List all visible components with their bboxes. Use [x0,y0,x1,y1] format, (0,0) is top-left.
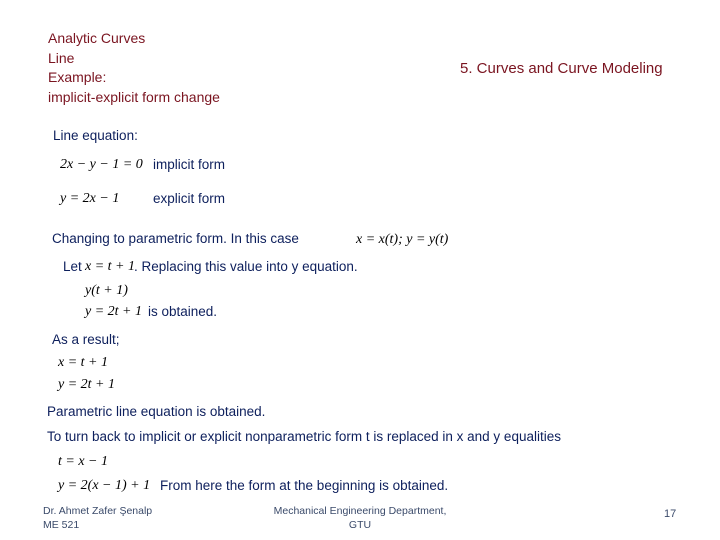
author-name: Dr. Ahmet Zafer Şenalp [43,505,153,517]
explicit-equation: y = 2x − 1 [60,191,120,206]
breadcrumb-analytic-curves: Analytic Curves [48,30,146,46]
parametric-general-equation: x = x(t); y = y(t) [356,232,449,247]
breadcrumb-example: Example: [48,69,107,85]
substitution-equation-2: y = 2t + 1 [85,304,142,319]
result-label: As a result; [52,332,120,347]
is-obtained-text: is obtained. [148,304,218,319]
breadcrumb-line: Line [48,49,75,66]
replacing-text: . Replacing this value into y equation. [134,259,358,274]
turn-back-text: To turn back to implicit or explicit nonparametric form t is replaced in x and y equalities [47,429,561,444]
footer-author [43,504,152,532]
department-line-2: GTU [348,519,372,531]
breadcrumb [48,29,220,107]
footer-department [250,504,470,532]
from-here-text: From here the form at the beginning is obtained. [160,478,449,493]
department-line-1: Mechanical Engineering Department, [273,505,447,517]
page-number: 17 [664,508,677,520]
parametric-obtained-text: Parametric line equation is obtained. [47,404,266,419]
result-equation-x: x = t + 1 [58,355,108,370]
course-code: ME 521 [43,519,80,531]
implicit-equation: 2x − y − 1 = 0 [60,157,143,172]
breadcrumb-form-change: implicit-explicit form change [48,88,220,105]
explicit-form-label: explicit form [153,191,226,206]
substitution-equation-1: y(t + 1) [85,283,128,298]
section-title: 5. Curves and Curve Modeling [460,60,663,77]
line-equation-label: Line equation: [53,128,138,143]
let-equation: x = t + 1 [85,259,135,274]
back-equation-t: t = x − 1 [58,454,108,469]
implicit-form-label: implicit form [153,157,226,172]
back-equation-y: y = 2(x − 1) + 1 [58,478,151,493]
parametric-intro: Changing to parametric form. In this case [52,231,299,246]
let-word: Let [63,259,82,274]
result-equation-y: y = 2t + 1 [58,377,115,392]
